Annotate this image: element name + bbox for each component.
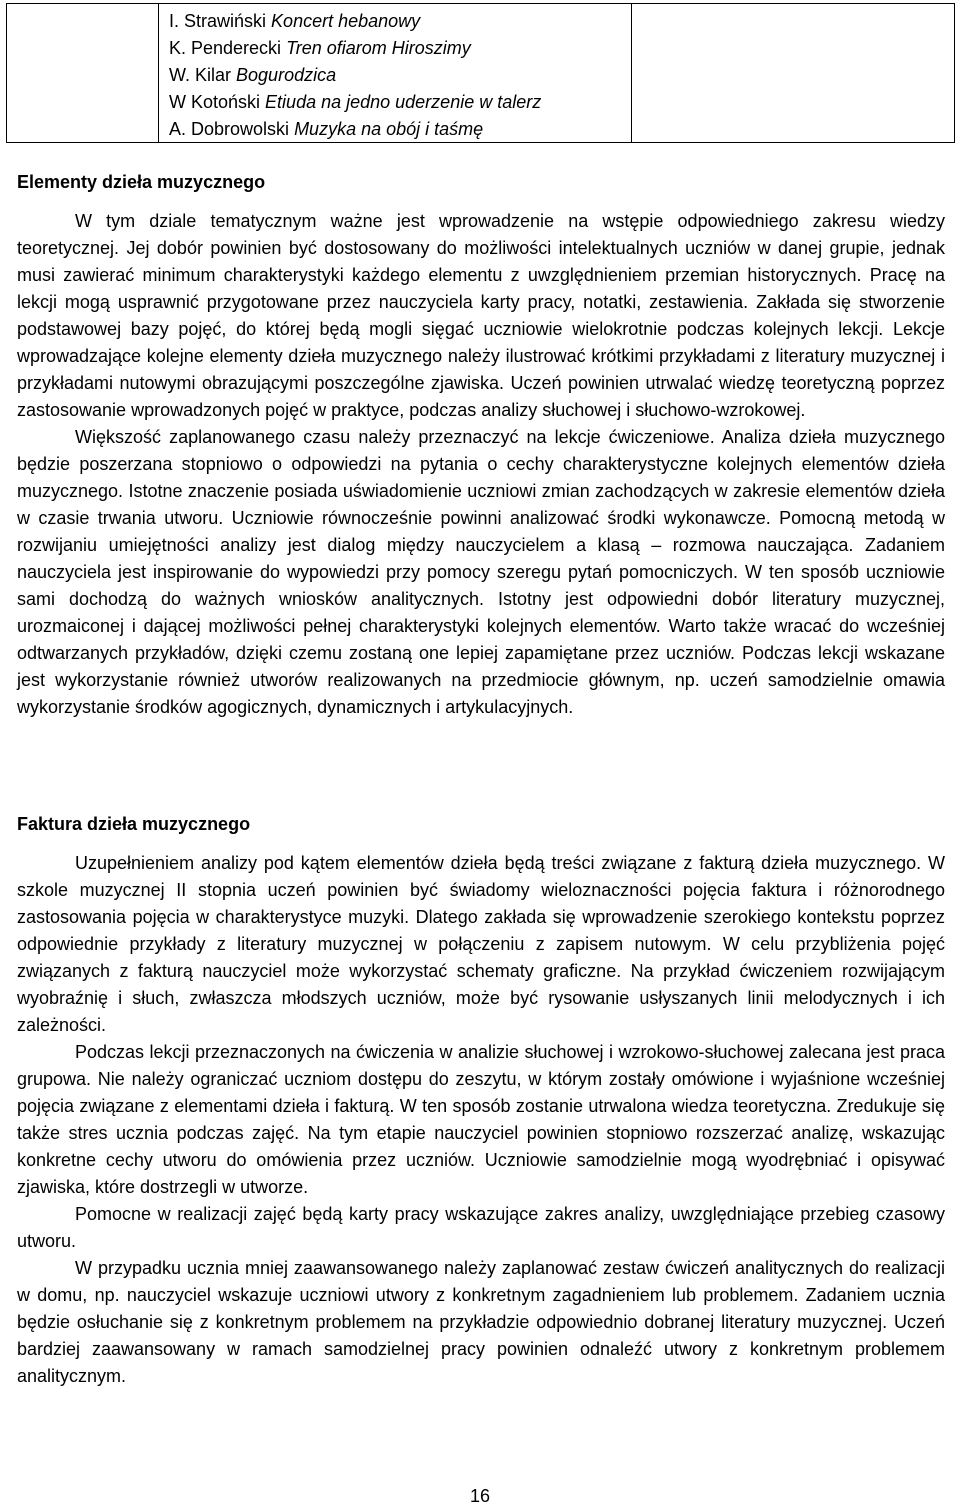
section-texture-body: [17, 850, 945, 1390]
section-heading-texture: Faktura dzieła muzycznego: [17, 814, 251, 834]
work-title: Muzyka na obój i taśmę: [294, 119, 484, 139]
paragraph: Podczas lekcji przeznaczonych na ćwiczenia w analizie słuchowej i wzrokowo-słuchowej zalecana jest praca grupowa. Nie należy ograniczać uczniom dostępu do zeszytu, w którym zostały omówione i wyjaśnione wcześniej pojęcia związane z elementami dzieła i fakturą. W ten sposób zostanie utrwalona wiedza teoretyczna. Zredukuje się także stres ucznia podczas zajęć. Na tym etapie nauczyciel powinien stopniowo rozszerzać analizę, wskazując konkretne cechy utworu do omówienia przez uczniów. Uczniowie samodzielnie mogą wyodrębniać i opisywać zjawiska, które dostrzegli w utworze.: [17, 1042, 945, 1197]
page-number: 16: [469, 1486, 491, 1506]
paragraph: Uzupełnieniem analizy pod kątem elementów dzieła będą treści związane z fakturą dzieła muzycznego. W szkole muzycznej II stopnia uczeń powinien być świadomy wieloznaczności pojęcia faktura i różnorodnego zastosowania pojęcia w charakterystyce muzyki. Dlatego zakłada się wprowadzenie szerokiego kontekstu poprzez odpowiednie przykłady z literatury muzycznej w połączeniu z zapisem nutowym. W celu przybliżenia pojęć związanych z fakturą nauczyciel może wykorzystać schematy graficzne. Na przykład ćwiczeniem rozwijającym wyobraźnię i słuch, zwłaszcza młodszych uczniów, może być rysowanie usłyszanych linii melodycznych i ich zależności.: [17, 853, 945, 1035]
work-composer: W Kotoński: [169, 92, 261, 112]
work-title: Koncert hebanowy: [271, 11, 421, 31]
work-title: Etiuda na jedno uderzenie w talerz: [265, 92, 542, 112]
work-item: [169, 89, 631, 116]
work-composer: A. Dobrowolski: [169, 119, 290, 139]
work-composer: I. Strawiński: [169, 11, 267, 31]
paragraph: Pomocne w realizacji zajęć będą karty pracy wskazujące zakres analizy, uwzględniające przebieg czasowy utworu.: [17, 1204, 945, 1251]
work-item: [169, 116, 631, 143]
work-title: Bogurodzica: [236, 65, 337, 85]
works-list: [158, 4, 632, 142]
work-item: [169, 62, 631, 89]
paragraph: W przypadku ucznia mniej zaawansowanego należy zaplanować zestaw ćwiczeń analitycznych do realizacji w domu, np. nauczyciel wskazuje uczniowi utwory z konkretnym zagadnieniem lub problemem. Zadaniem ucznia będzie osłuchanie się z konkretnym problemem na przykładzie odpowiednio dobranej literatury muzycznej. Uczeń bardziej zaawansowany w ramach samodzielnej pracy powinien odnaleźć utwory z konkretnym problemem analitycznym.: [17, 1258, 945, 1386]
work-composer: K. Penderecki: [169, 38, 282, 58]
work-composer: W. Kilar: [169, 65, 232, 85]
work-item: [169, 35, 631, 62]
paragraph: W tym dziale tematycznym ważne jest wprowadzenie na wstępie odpowiedniego zakresu wiedzy teoretycznej. Jej dobór powinien być dostosowany do możliwości intelektualnych uczniów w danej grupie, jednak musi zawierać minimum charakterystyki każdego elementu z uwzględnieniem przemian historycznych. Pracę na lekcji mogą usprawnić przygotowane przez nauczyciela karty pracy, notatki, zestawienia. Zakłada się stworzenie podstawowej bazy pojęć, do której będą mogli sięgać uczniowie wielokrotnie podczas kolejnych lekcji. Lekcje wprowadzające kolejne elementy dzieła muzycznego należy ilustrować krótkimi przykładami z literatury muzycznej i przykładami nutowymi obrazującymi poszczególne zjawiska. Uczeń powinien utrwalać wiedzę teoretyczną poprzez zastosowanie wprowadzonych pojęć w praktyce, podczas analizy słuchowej i słuchowo-wzrokowej.: [17, 211, 945, 420]
section-elements-body: [17, 208, 945, 721]
work-title: Tren ofiarom Hiroszimy: [286, 38, 471, 58]
paragraph: Większość zaplanowanego czasu należy przeznaczyć na lekcje ćwiczeniowe. Analiza dzieła muzycznego będzie poszerzana stopniowo o odpowiedzi na pytania o cechy charakterystyczne kolejnych elementów dzieła muzycznego. Istotne znaczenie posiada uświadomienie uczniowi zmian zachodzących w zakresie elementów dzieła w czasie trwania utworu. Uczniowie równocześnie powinni analizować środki wykonawcze. Pomocną metodą w rozwijaniu umiejętności analizy jest dialog między nauczycielem a klasą – rozmowa nauczająca. Zadaniem nauczyciela jest inspirowanie do wypowiedzi przy pomocy szeregu pytań pomocniczych. W ten sposób uczniowie sami dochodzą do ważnych wniosków analitycznych. Istotny jest odpowiedni dobór literatury muzycznej, urozmaiconej i dającej możliwości pełnej charakterystyki kolejnych elementów. Warto także wracać do wcześniej odtwarzanych przykładów, dzięki czemu zostaną one lepiej zapamiętane przez uczniów. Podczas lekcji wskazane jest wykorzystanie również utworów realizowanych na przedmiocie głównym, np. uczeń samodzielnie omawia wykorzystanie środków agogicznych, dynamicznych i artykulacyjnych.: [17, 427, 945, 717]
works-table: [6, 3, 955, 143]
work-item: [169, 8, 631, 35]
section-heading-elements: Elementy dzieła muzycznego: [17, 172, 266, 192]
